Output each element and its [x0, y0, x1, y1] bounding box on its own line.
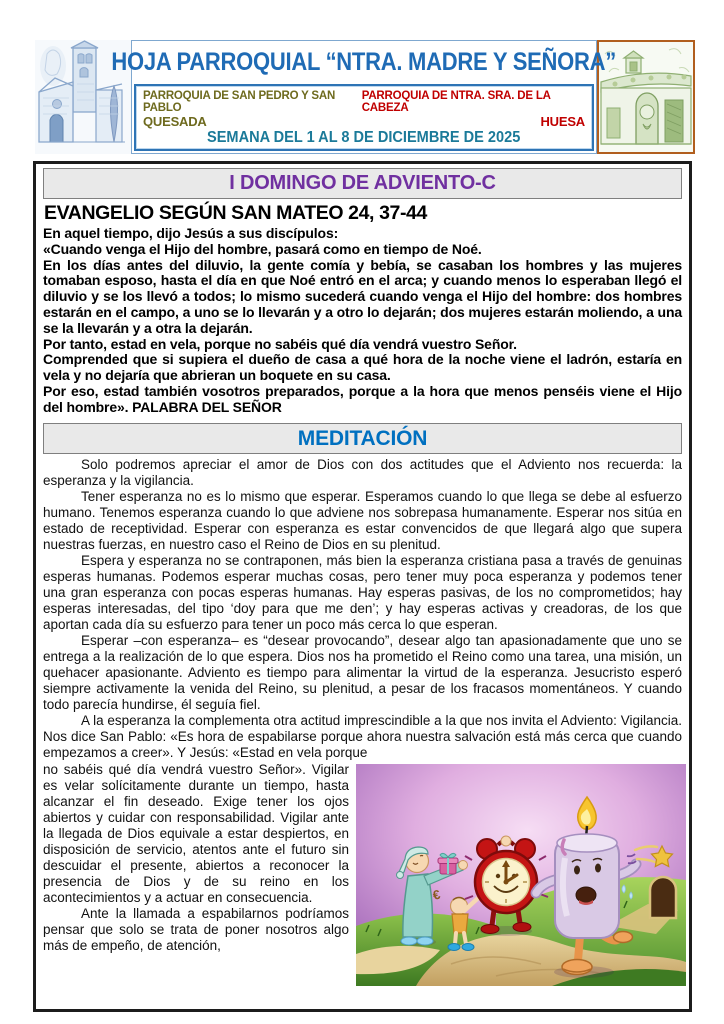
meditation-paragraph: Esperar –con esperanza– es “desear provocando”, desear algo tan apasionadamente que uno se entrega a la realización de lo que espera. Dios nos ha prometido el Reino como una tarea, una misión, un quehacer apasionante. Adviento es tiempo para alimentar la virtud de la esperanza. Jesucristo esperó siempre activamente la venida del Reino, su plenitud, a pesar de los fracasos momentáneos. Y cuando todo parecía hundirse, él seguía fiel. [43, 632, 682, 712]
text-image-wrap [43, 762, 682, 986]
meditation-paragraph: Espera y esperanza no se contraponen, más bien la esperanza cristiana pasa a través de genuinas esperas humanas. Podemos esperar muchas cosas, pero tener muy poca esperanza y podemos tener una gran esperanza con pocas esperas humanas. Hay esperas pasivas, de los no comprometidos; hay esperas interesadas, del tipo ‘doy para que me den’; y hay esperas activas y creadoras, de los que aportan cada día su esfuerzo para tener un poco más cerca lo que esperan. [43, 552, 682, 632]
parish-info-box [134, 84, 594, 151]
masthead-center [111, 40, 617, 154]
gospel-paragraph: En aquel tiempo, dijo Jesús a sus discípulos: [43, 225, 339, 241]
section-title-advent [43, 168, 682, 199]
meditation-text [43, 457, 682, 986]
town-right: HUESA [540, 114, 585, 129]
gospel-paragraph: Comprended que si supiera el dueño de casa a qué hora de la noche viene el ladrón, estaría en vela y no dejaría que abrieran un boquete en su casa. [43, 351, 682, 384]
gospel-paragraph: «Cuando venga el Hijo del hombre, pasará como en tiempo de Noé. [43, 240, 482, 257]
euro-symbol: € [431, 886, 442, 903]
week-range: SEMANA DEL 1 AL 8 DE DICIEMBRE DE 2025 [207, 129, 521, 146]
bulletin-title: HOJA PARROQUIAL “NTRA. MADRE Y SEÑORA” [111, 48, 617, 76]
advent-cartoon-image [356, 764, 686, 986]
gospel-paragraph: Por tanto, estad en vela, porque no sabéis qué día vendrá vuestro Señor. [43, 335, 517, 352]
gospel-paragraph: En los días antes del diluvio, la gente comía y bebía, se casaban los hombres y las mujeres tomaban esposo, hasta el día en que Noé entró en el arca; y cuando menos lo esperaban llegó el diluvio y se los llevó a todos; lo mismo sucederá cuando venga el Hijo del hombre: dos hombres estarán en el campo, a uno se lo llevarán y a otro lo dejarán; dos mujeres estarán moliendo, a una se la llevarán y a otra la dejarán. [43, 256, 682, 336]
frame-bottom-border [33, 1009, 692, 1012]
bulletin-title-row [111, 41, 617, 84]
content-frame [33, 161, 692, 1012]
section-title-meditacion-label: MEDITACIÓN [297, 426, 428, 450]
town-left: QUESADA [143, 114, 207, 129]
gospel-heading: EVANGELIO SEGÚN SAN MATEO 24, 37-44 [44, 202, 427, 224]
section-title-advent-label: I DOMINGO DE ADVIENTO-C [229, 172, 496, 194]
parish-right-name: PARROQUIA DE NTRA. SRA. DE LA CABEZA [361, 90, 551, 114]
advent-illustration [356, 762, 686, 986]
meditation-paragraph: Solo podremos apreciar el amor de Dios con dos actitudes que el Adviento nos recuerda: la esperanza y la vigilancia. [43, 456, 682, 488]
gospel-text [43, 226, 682, 416]
meditation-paragraph: A la esperanza la complementa otra actitud imprescindible a la que nos invita el Adviento: Vigilancia. Nos dice San Pablo: «Es hora de espabilarse porque ahora nuestra salvación está más cerca que cuando empezamos a creer». Y Jesús: «Estad en vela porque [43, 712, 682, 760]
gospel-paragraph: Por eso, estad también vosotros preparados, porque a la hora que menos penséis viene el Hijo del hombre». PALABRA DEL SEÑOR [43, 382, 682, 415]
doorway [650, 877, 676, 918]
section-title-meditacion [43, 423, 682, 454]
gift-box-icon [438, 853, 458, 874]
meditation-paragraph: Ante la llamada a espabilarnos podríamos pensar que solo se trata de poner nosotros algo más de empeño, de atención, [43, 905, 349, 953]
meditation-paragraph: Tener esperanza no es lo mismo que esperar. Esperamos cuando lo que llega se debe al esfuerzo humano. Tenemos esperanza cuando lo que adviene nos sobrepasa humanamente. Esperar nos sitúa en estado de receptividad. Esperar con esperanza es estar convencidos de que llegará algo que supera nuestras fuerzas, en nuestro caso el Reino de Dios en su plenitud. [43, 488, 682, 552]
meditation-narrow-column [43, 762, 349, 986]
masthead [35, 40, 695, 154]
parish-left-name: PARROQUIA DE SAN PEDRO Y SAN PABLO [143, 90, 336, 114]
meditation-paragraph: no sabéis qué día vendrá vuestro Señor». Vigilar es velar solícitamente durante un tiempo, hasta alcanzar el fin deseado. Exige tener los ojos abiertos y cuidar con responsabilidad. Vigilar ante la llegada de Dios equivale a estar despiertos, en disposición de servicio, atentos ante el futuro sin descuidar el presente, abiertos a reconocer la presencia de Dios y de su reino en los acontecimientos y a actuar en consecuencia. [43, 761, 349, 905]
